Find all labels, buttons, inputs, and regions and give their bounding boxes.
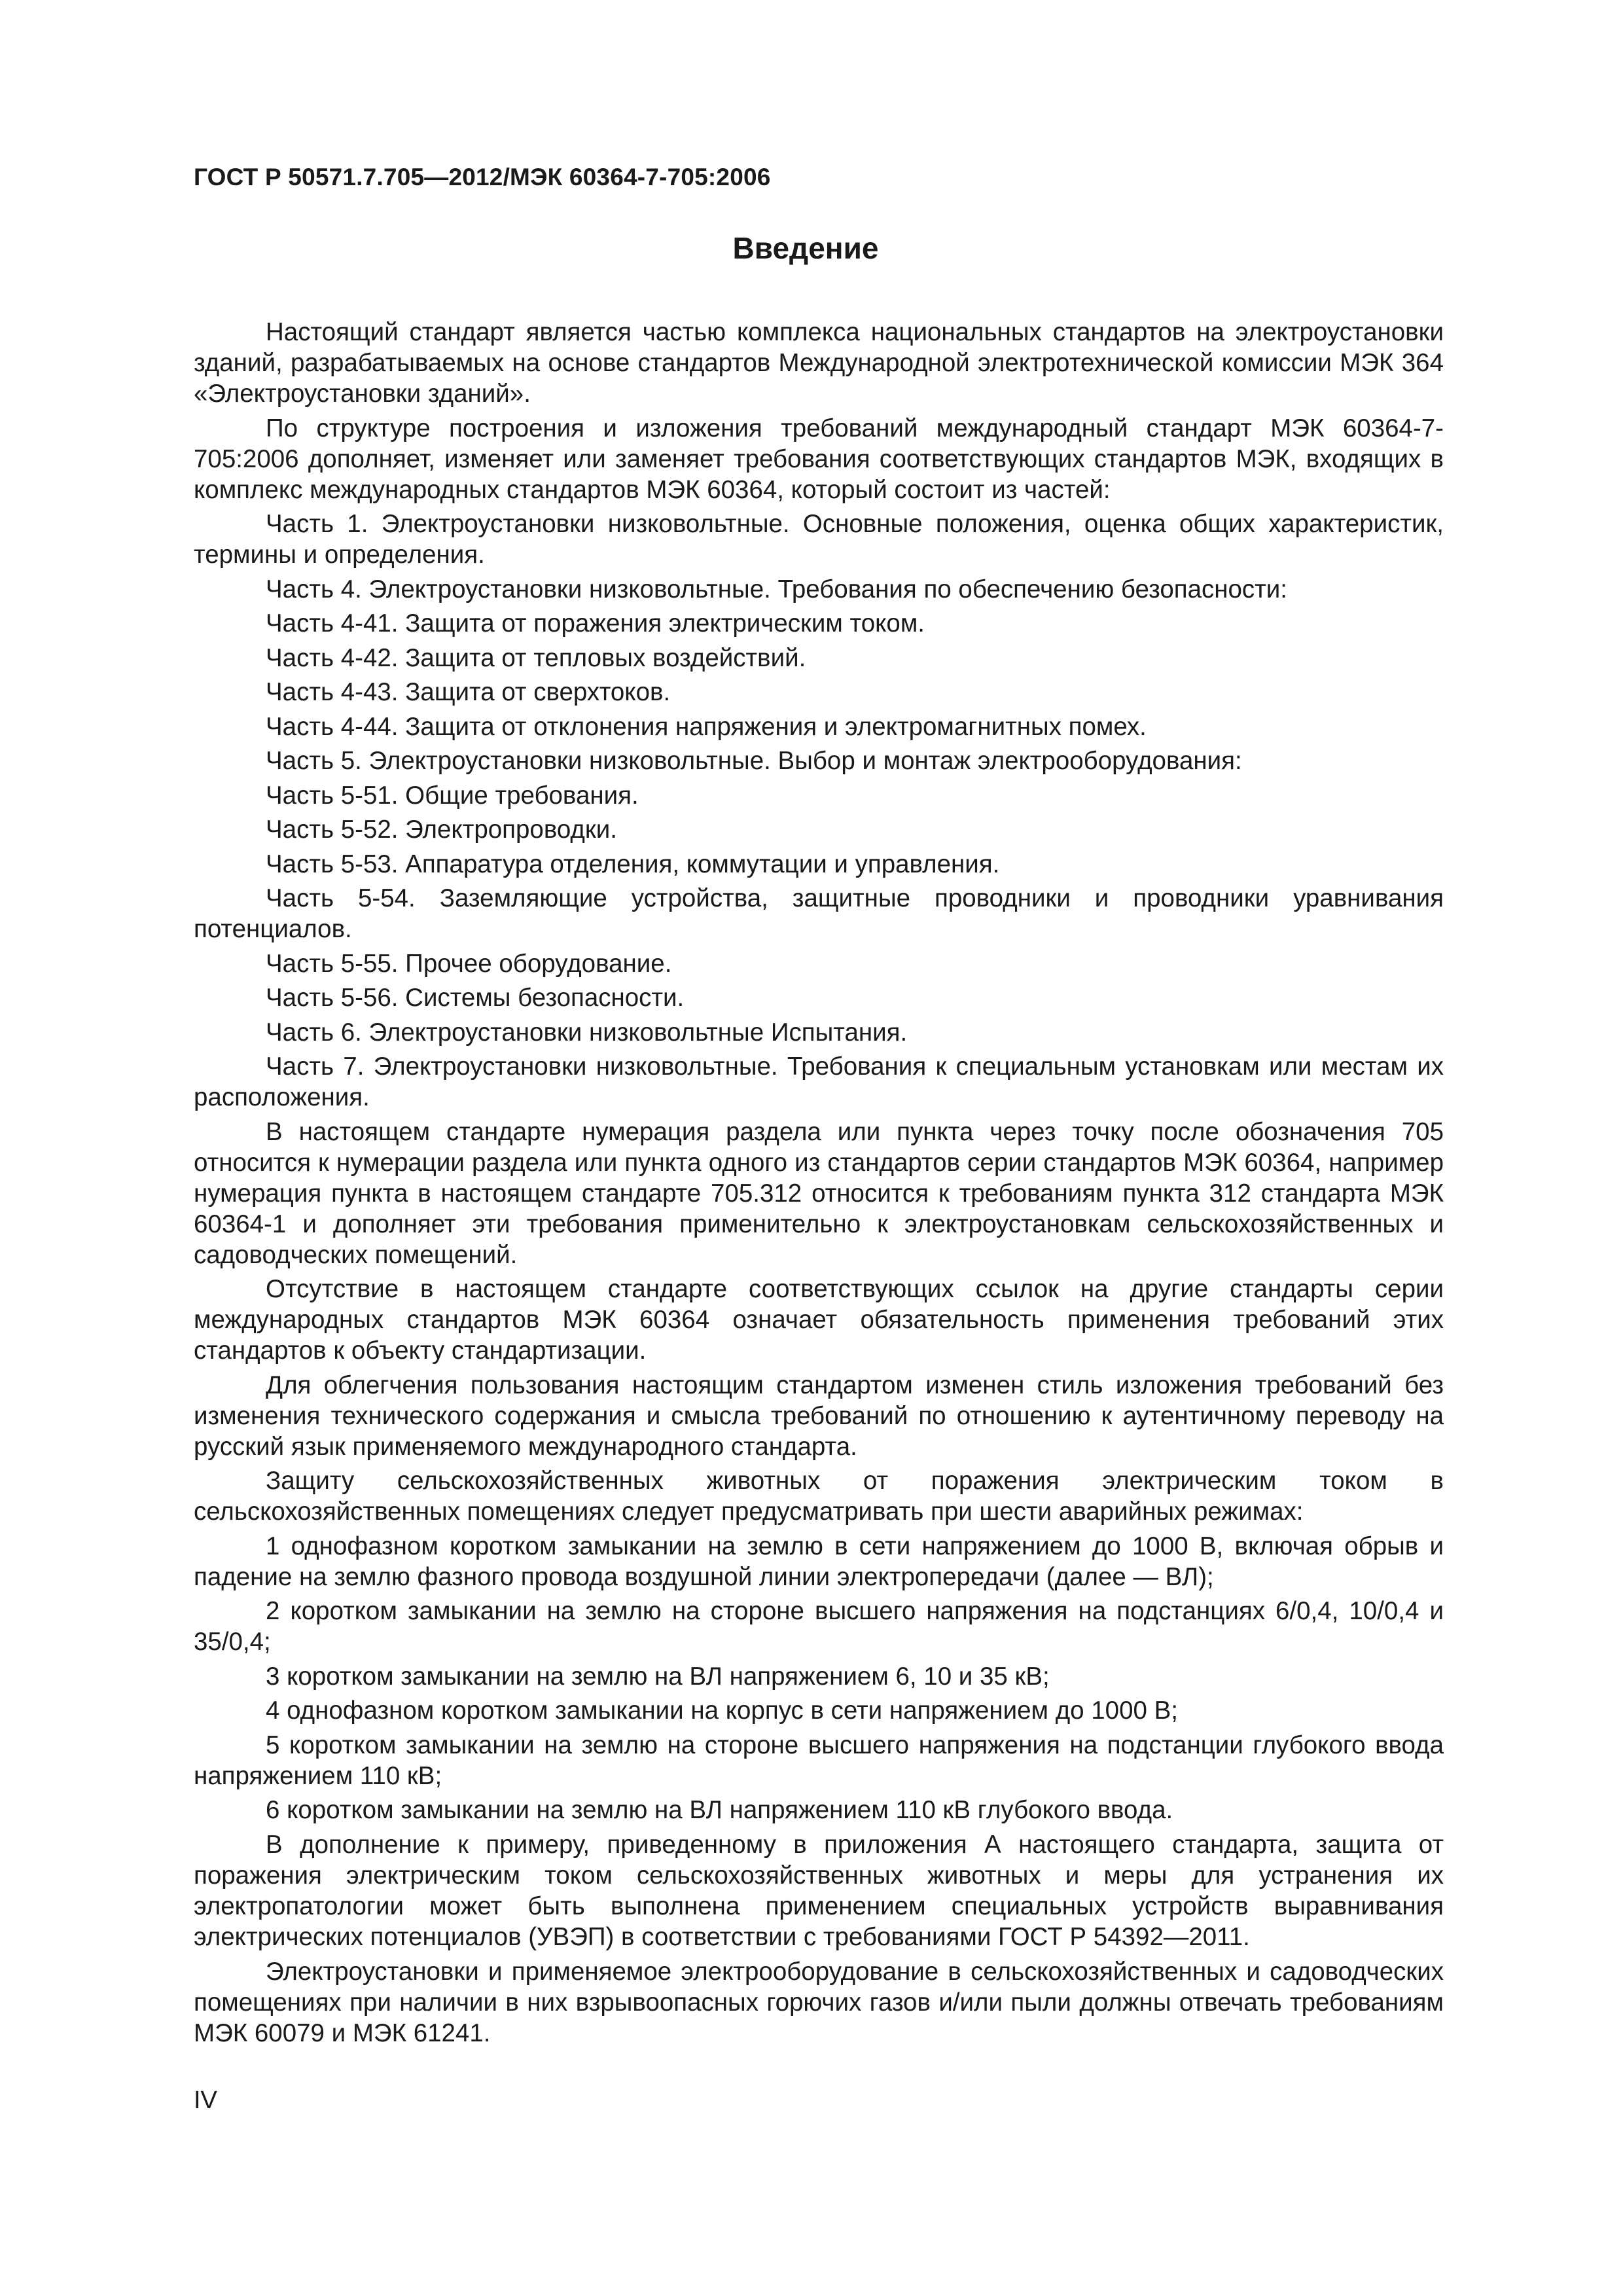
list-item: Часть 7. Электроустановки низковольтные. Требования к специальным установкам или местам их расположения. bbox=[194, 1052, 1444, 1111]
document-body bbox=[194, 317, 1444, 2052]
list-item: Часть 1. Электроустановки низковольтные. Основные положения, оценка общих характеристик, термины и определения. bbox=[194, 510, 1444, 569]
document-header: ГОСТ Р 50571.7.705—2012/МЭК 60364-7-705:2006 bbox=[194, 164, 771, 190]
page-number: IV bbox=[194, 2087, 217, 2114]
list-item: Часть 6. Электроустановки низковольтные Испытания. bbox=[266, 1018, 908, 1047]
paragraph: Для облегчения пользования настоящим стандартом изменен стиль изложения требований без изменения технического содержания и смысла требований по отношению к аутентичному переводу на русский язык применяемого международного стандарта. bbox=[194, 1371, 1444, 1461]
section-title: Введение bbox=[732, 231, 879, 265]
paragraph: В дополнение к примеру, приведенному в приложения А настоящего стандарта, защита от поражения электрическим током сельскохозяйственных животных и меры для устранения их электропатологии может быть выполнена применением специальных устройств выравнивания электрических потенциалов (УВЭП) в соответствии с требованиями ГОСТ Р 54392—2011. bbox=[194, 1830, 1444, 1951]
paragraph: В настоящем стандарте нумерация раздела или пункта через точку после обозначения 705 относится к нумерации раздела или пункта одного из стандартов серии стандартов МЭК 60364, например нумерация пункта в настоящем стандарте 705.312 относится к требованиям пункта 312 стандарта МЭК 60364-1 и дополняет эти требования применительно к электроустановкам сельскохозяйственных и садоводческих помещений. bbox=[194, 1117, 1444, 1269]
paragraph: Защиту сельскохозяйственных животных от поражения электрическим током в сельскохозяйственных помещениях следует предусматривать при шести аварийных режимах: bbox=[194, 1467, 1444, 1526]
list-item: Часть 4-42. Защита от тепловых воздействий. bbox=[266, 643, 806, 672]
paragraph: Электроустановки и применяемое электрооборудование в сельскохозяйственных и садоводческих помещениях при наличии в них взрывоопасных горючих газов и/или пыли должны отвечать требованиям МЭК 60079 и МЭК 61241. bbox=[194, 1957, 1444, 2047]
list-item: Часть 5-54. Заземляющие устройства, защитные проводники и проводники уравнивания потенциалов. bbox=[194, 884, 1444, 943]
list-item: Часть 5-55. Прочее оборудование. bbox=[266, 949, 672, 978]
list-item: Часть 5-52. Электропроводки. bbox=[266, 816, 617, 844]
paragraph: Настоящий стандарт является частью комплекса национальных стандартов на электроустановки зданий, разрабатываемых на основе стандартов Международной электротехнической комиссии МЭК 364 «Электроустановки зданий». bbox=[194, 318, 1444, 408]
list-item: 4 однофазном коротком замыкании на корпус в сети напряжением до 1000 В; bbox=[266, 1696, 1178, 1725]
list-item: 2 коротком замыкании на землю на стороне высшего напряжения на подстанциях 6/0,4, 10/0,4 и 35/0,4; bbox=[194, 1597, 1444, 1656]
list-item: 5 коротком замыкании на землю на стороне высшего напряжения на подстанции глубокого ввода напряжением 110 кВ; bbox=[194, 1731, 1444, 1790]
paragraph: По структуре построения и изложения требований международный стандарт МЭК 60364-7-705:2006 дополняет, изменяет или заменяет требования соответствующих стандартов МЭК, входящих в комплекс международных стандартов МЭК 60364, который состоит из частей: bbox=[194, 414, 1444, 504]
list-item: Часть 4-41. Защита от поражения электрическим током. bbox=[266, 609, 925, 637]
list-item: 3 коротком замыкании на землю на ВЛ напряжением 6, 10 и 35 кВ; bbox=[266, 1662, 1050, 1691]
list-item: Часть 4-44. Защита от отклонения напряжения и электромагнитных помех. bbox=[266, 712, 1147, 741]
list-item: 1 однофазном коротком замыкании на землю в сети напряжением до 1000 В, включая обрыв и падение на землю фазного провода воздушной линии электропередачи (далее — ВЛ); bbox=[194, 1532, 1444, 1591]
list-item: Часть 5-53. Аппаратура отделения, коммутации и управления. bbox=[266, 850, 1000, 878]
list-item: Часть 4-43. Защита от сверхтоков. bbox=[266, 678, 671, 706]
list-item: Часть 5-56. Системы безопасности. bbox=[266, 984, 685, 1012]
paragraph: Отсутствие в настоящем стандарте соответствующих ссылок на другие стандарты серии международных стандартов МЭК 60364 означает обязательность применения требований этих стандартов к объекту стандартизации. bbox=[194, 1275, 1444, 1365]
list-item: 6 коротком замыкании на землю на ВЛ напряжением 110 кВ глубокого ввода. bbox=[266, 1796, 1173, 1824]
list-item: Часть 4. Электроустановки низковольтные. Требования по обеспечению безопасности: bbox=[266, 575, 1287, 603]
list-item: Часть 5. Электроустановки низковольтные. Выбор и монтаж электрооборудования: bbox=[266, 747, 1242, 775]
list-item: Часть 5-51. Общие требования. bbox=[266, 781, 639, 810]
